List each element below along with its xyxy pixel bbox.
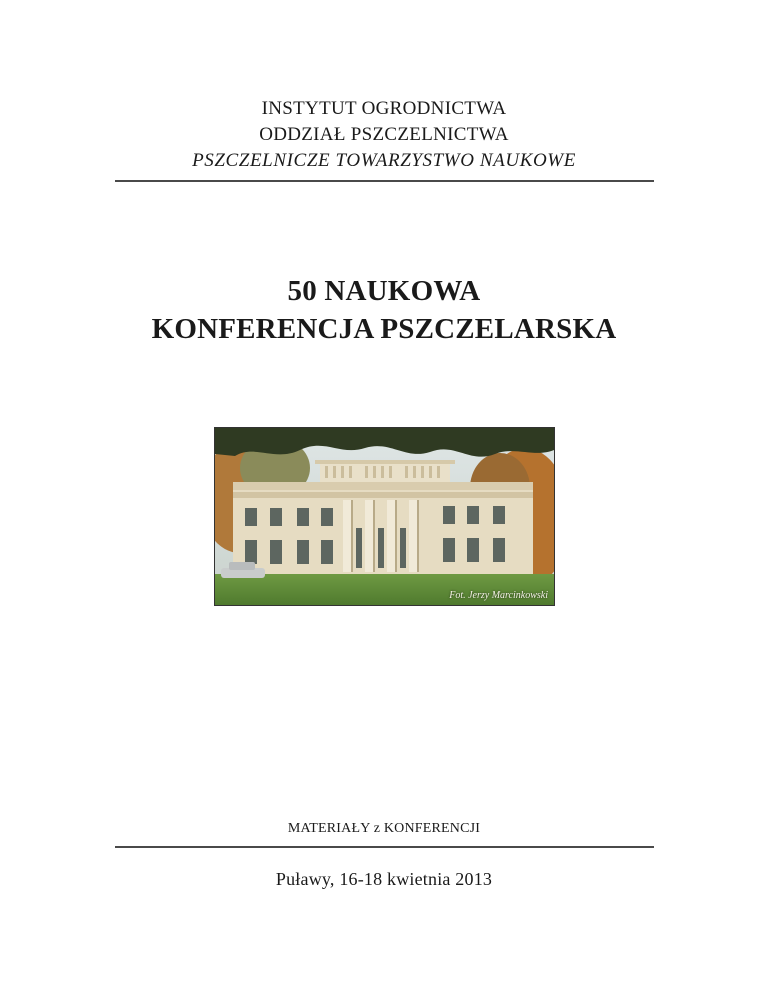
top-divider <box>115 180 654 182</box>
title-line-2: KONFERENCJA PSZCZELARSKA <box>151 313 617 345</box>
bottom-divider <box>115 846 654 848</box>
title-line-1: 50 NAUKOWA <box>287 275 481 307</box>
photo-caption: Fot. Jerzy Marcinkowski <box>449 590 548 601</box>
conference-title <box>0 272 768 348</box>
society-name: PSZCZELNICZE TOWARZYSTWO NAUKOWE <box>192 150 576 171</box>
header-block <box>0 96 768 174</box>
materials-label: MATERIAŁY z KONFERENCJI <box>287 821 481 836</box>
place-date: Puławy, 16-18 kwietnia 2013 <box>275 869 493 889</box>
institute-name: INSTYTUT OGRODNICTWA <box>261 98 507 119</box>
palace-photo <box>214 427 555 606</box>
palace-illustration <box>215 428 554 605</box>
department-name: ODDZIAŁ PSZCZELNICTWA <box>259 124 509 145</box>
